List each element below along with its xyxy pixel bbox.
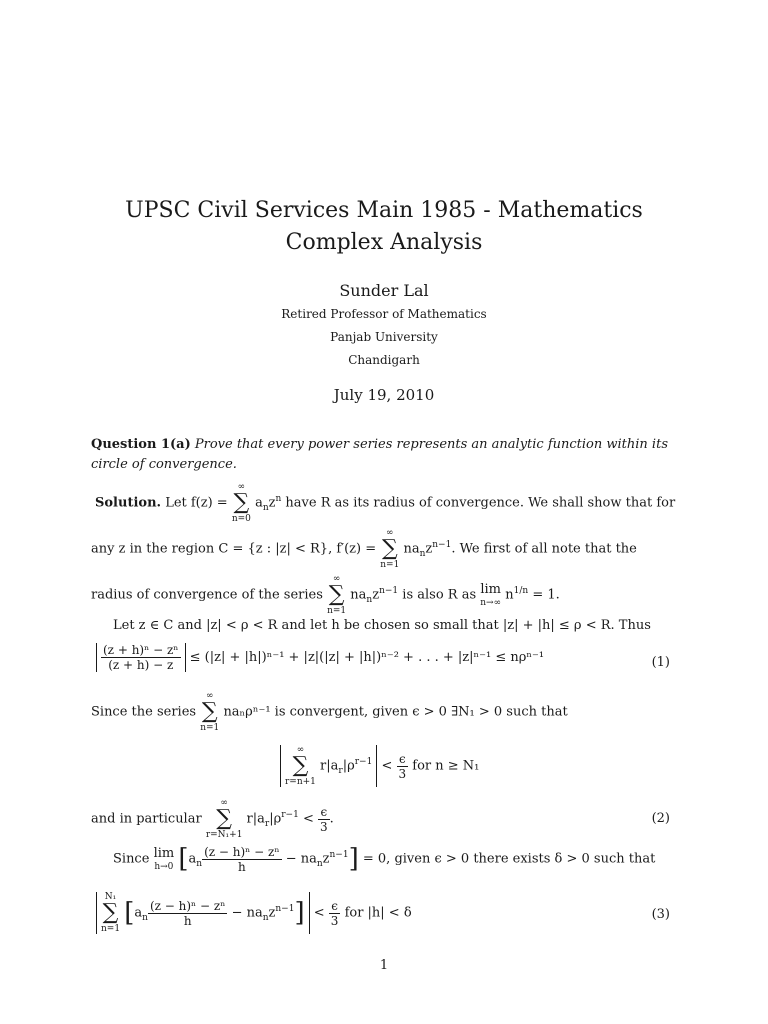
solution-text-5b: naₙρⁿ⁻¹ is convergent, given ϵ > 0 ∃N₁ > 0 such that bbox=[223, 704, 568, 720]
sum-symbol: ∞ ∑ r=N₁+1 bbox=[205, 798, 243, 840]
question-text: Prove that every power series represents an analytic function within its circle of convergence. bbox=[91, 437, 668, 472]
affiliation-line3: Chandigarh bbox=[348, 353, 420, 367]
page-title-line1: UPSC Civil Services Main 1985 - Mathematics bbox=[125, 198, 643, 223]
page-title-line2: Complex Analysis bbox=[285, 230, 483, 255]
solution-line-2: any z in the region C = {z : |z| < R}, f′(z) = ∞ ∑ n=1 $na_nz^{n-1}$. We first of all note that the bbox=[91, 528, 637, 570]
equation-1-rhs: ≤ (|z| + |h|)ⁿ⁻¹ + |z|(|z| + |h|)ⁿ⁻² + . . . + |z|ⁿ⁻¹ ≤ nρⁿ⁻¹ bbox=[189, 650, 545, 665]
limit-symbol: lim h→0 bbox=[153, 846, 175, 872]
sum-symbol: ∞ ∑ n=1 bbox=[200, 691, 220, 733]
author-name: Sunder Lal bbox=[339, 281, 429, 300]
question-label: Question 1(a) bbox=[91, 437, 191, 452]
equation-1-number: (1) bbox=[651, 655, 670, 670]
solution-text-2a: any z in the region C = {z : |z| < R}, f′(z) = bbox=[91, 541, 377, 557]
affiliation-line2: Panjab University bbox=[330, 330, 438, 344]
solution-text-2b: na bbox=[403, 541, 420, 557]
solution-text-1b: a bbox=[255, 495, 263, 511]
sum-symbol: ∞ ∑ n=1 bbox=[380, 528, 400, 570]
solution-line-1: Solution. Let f(z) = ∞ ∑ n=0 $a_nz^n$ have R as its radius of convergence. We shall show that for bbox=[95, 482, 676, 524]
solution-text-3a: radius of convergence of the series bbox=[91, 587, 323, 603]
affiliation-line1: Retired Professor of Mathematics bbox=[281, 307, 487, 321]
equation-3-number: (3) bbox=[651, 907, 670, 922]
solution-text-3b: na bbox=[350, 587, 367, 603]
equation-2-number: (2) bbox=[651, 811, 670, 826]
sum-symbol: ∞ ∑ n=1 bbox=[327, 574, 347, 616]
solution-text-7a: Since bbox=[113, 851, 150, 867]
equation-3-condition: for |h| < δ bbox=[344, 905, 412, 921]
limit-symbol: lim n→∞ bbox=[480, 582, 502, 608]
solution-line-4: Let z ∈ C and |z| < ρ < R and let h be chosen so small that |z| + |h| ≤ ρ < R. Thus bbox=[113, 618, 651, 633]
solution-line-7: Since lim h→0 [$a_n$ $\frac{\text{(z − h)ⁿ − zⁿ}}{h}$ − $na_nz^{n-1}] = 0$, given ϵ > 0 there exists δ > 0 such that bbox=[113, 844, 656, 874]
solution-text-1c: have R as its radius of convergence. We shall show that for bbox=[285, 495, 676, 511]
document-date: July 19, 2010 bbox=[333, 386, 435, 404]
equation-1 bbox=[96, 643, 544, 672]
solution-text-7b: = 0, given ϵ > 0 there exists δ > 0 such that bbox=[362, 851, 656, 867]
solution-text-3c: is also R as bbox=[402, 587, 477, 603]
solution-text-1a: Let f(z) = bbox=[165, 495, 228, 511]
sum-symbol: ∞ ∑ n=0 bbox=[231, 482, 251, 524]
equation-tail-bound: ∞ ∑ r=n+1 $r|a_r|\rho^{r-1}$ < $\frac{\epsilon}{3}$ for n ≥ N₁ bbox=[280, 745, 479, 787]
solution-text-2c: . We first of all note that the bbox=[451, 541, 637, 557]
solution-text-5a: Since the series bbox=[91, 704, 197, 720]
equation-tail-condition: for n ≥ N₁ bbox=[412, 758, 480, 774]
solution-line-3: radius of convergence of the series ∞ ∑ n=1 $na_nz^{n-1}$ is also R as lim n→∞ $n^{1/n} = 1$. bbox=[91, 574, 560, 616]
solution-line-5 bbox=[91, 691, 568, 733]
page-number: 1 bbox=[379, 958, 389, 973]
equation-3: N₁ ∑ n=1 [$a_n$ $\frac{\text{(z − h)ⁿ − zⁿ}}{h}$ − $na_nz^{n-1}$] < $\frac{\epsilon}{3}$ for |h| < δ bbox=[96, 892, 412, 934]
difference-quotient: $\frac{\text{(z + h)ⁿ − zⁿ}}{(z + h) - z}$ bbox=[96, 643, 186, 672]
question-block bbox=[91, 435, 681, 475]
solution-label: Solution. bbox=[95, 495, 162, 511]
solution-text-3d: = 1. bbox=[532, 587, 560, 603]
solution-text-6a: and in particular bbox=[91, 811, 202, 827]
solution-line-6: and in particular ∞ ∑ r=N₁+1 $r|a_r|\rho^{r-1}$ < $\frac{\epsilon}{3}$ . bbox=[91, 798, 334, 840]
